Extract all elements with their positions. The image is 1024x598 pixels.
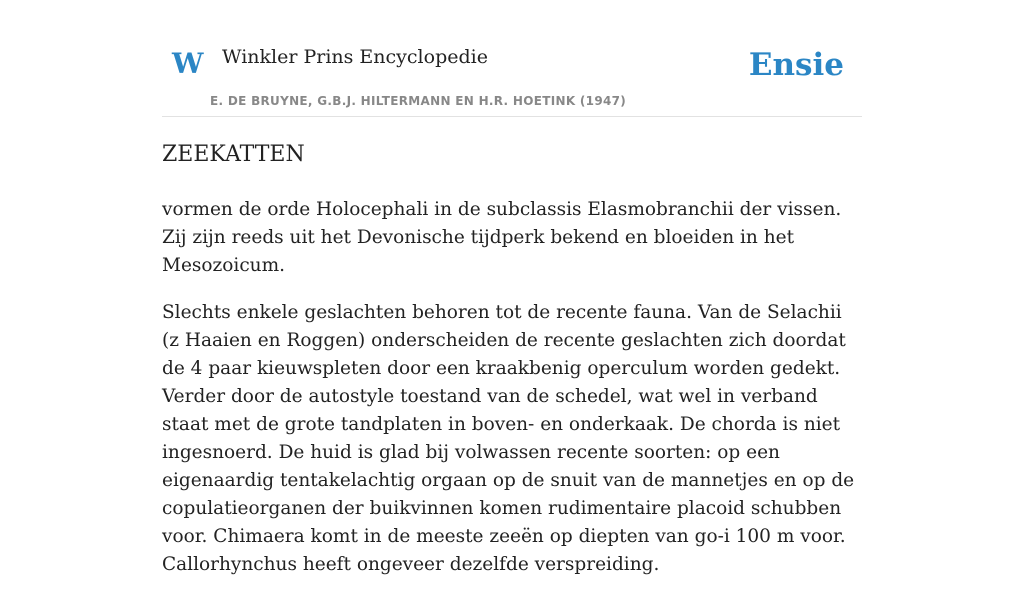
article [162,140,862,598]
source-authors: E. DE BRUYNE, G.B.J. HILTERMANN EN H.R. HOETINK (1947) [210,94,627,108]
ensie-logo[interactable]: Ensie [748,47,844,83]
source-header [162,30,862,117]
article-headword: ZEEKATTEN [162,142,305,167]
article-paragraph: vormen de orde Holocephali in de subclassis Elasmobranchii der vissen. Zij zijn reeds uit het Devonische tijdperk bekend en bloeiden in het Mesozoicum. [162,199,842,276]
article-paragraph: Slechts enkele geslachten behoren tot de recente fauna. Van de Selachii (z Haaien en Roggen) onderscheiden de recente geslachten zich doordat de 4 paar kieuwspleten door een kraakbenig operculum worden gedekt. Verder door de autostyle toestand van de schedel, wat wel in verband staat met de grote tandplaten in boven- en onderkaak. De chorda is niet ingesnoerd. De huid is glad bij volwassen recente soorten: op een eigenaardig tentakelachtig orgaan op de snuit van de mannetjes en op de copulatieorganen der buikvinnen komen rudimentaire placoid schubben voor. Chimaera komt in de meeste zeeën op diepten van go-i 100 m voor. Callorhynchus heeft ongeveer dezelfde verspreiding. [162,302,855,575]
winkler-prins-logo[interactable]: W [172,47,204,80]
source-title[interactable]: Winkler Prins Encyclopedie [222,46,488,68]
